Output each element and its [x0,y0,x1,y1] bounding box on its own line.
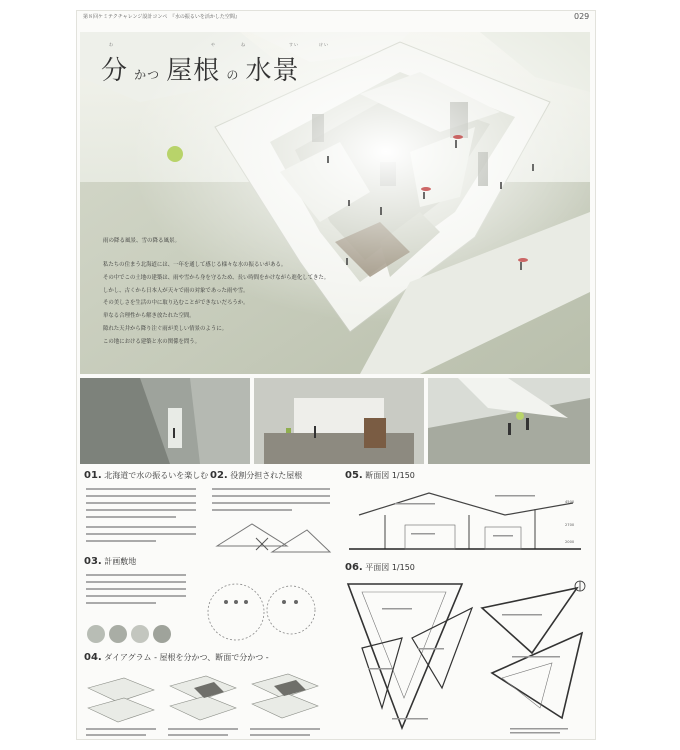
sheet-number: 029 [574,12,590,21]
poster-title [101,42,329,87]
intro-line: その中でこの土地の建築は、雨や雪から身を守るため、長い時間をかけながら進化してきた。 [103,274,330,281]
section-title: 北海道で水の振るいを楽しむ [104,471,209,480]
section-num: 03. [84,556,102,567]
section-01-body-text [86,486,198,550]
height-label-1: 4500 [565,500,575,504]
section-title: 計画敷地 [104,557,137,566]
title-part3: 屋根 [166,56,221,86]
intro-line: 隙れた天井から降り注ぐ雨が美しい情景のように。 [103,325,227,332]
perspective-photo-1 [80,378,250,464]
perspective-photo-2 [254,378,424,464]
caption: 雨の降る風景、雪の降る風景。 [103,238,181,244]
perspective-illustration [254,378,424,464]
section-num: 06. [345,562,363,573]
height-label-3: 2000 [565,540,575,544]
title-part1: 分 [101,56,129,86]
section-title: ダイアグラム - 屋根を分かつ、断面で分かつ - [104,653,269,662]
section-num: 05. [345,470,363,481]
title-ruby: すい [289,42,299,47]
section-scale: 1/150 [391,563,415,572]
section-03-heading [84,556,136,567]
title-ruby: けい [319,42,329,47]
section-scale: 1/150 [391,471,415,480]
intro-line: しかし、古くから日本人が天々で雨の対象であった雨や雪。 [103,287,249,294]
perspective-photo-3 [428,378,590,464]
section-02-heading [210,470,302,481]
section-num: 04. [84,652,102,663]
section-num: 01. [84,470,102,481]
section-01-heading [84,470,208,481]
height-label-2: 2700 [565,523,575,527]
section-05-heading [345,470,415,481]
perspective-illustration [80,378,250,464]
section-04-diagrams [84,668,338,738]
section-02-content [212,486,332,560]
title-part4: の [226,68,240,82]
section-06-heading [345,562,415,573]
perspective-illustration [428,378,590,464]
intro-line: 私たちの住まう北海道には、一年を通して感じる様々な水の振るいがある。 [103,262,287,268]
competition-header: 第８回ケミテクチャレンジ設計コンペ 『水の振るいを活かした空間』 [83,14,240,20]
section-03-content [86,572,334,646]
section-num: 02. [210,470,228,481]
title-ruby: わ [109,42,114,47]
title-part2: かつ [134,68,161,82]
intro-text [103,259,363,349]
cross-section-drawing [345,485,585,553]
section-title: 役割分担された屋根 [230,471,303,480]
section-title: 平面図 [365,563,390,572]
intro-line: その美しさを生活の中に取り込むことができないだろうか。 [103,300,249,307]
title-ruby: ね [241,42,246,47]
intro-line: 単なる合理性から解き放たれた空間。 [103,313,195,320]
intro-line: この地における建築と水の関係を問う。 [103,338,201,345]
floor-plan-drawing [342,578,590,736]
section-title: 断面図 [365,471,390,480]
title-part5: 水景 [245,56,300,86]
section-04-heading [84,652,269,663]
title-ruby: や [211,42,216,47]
